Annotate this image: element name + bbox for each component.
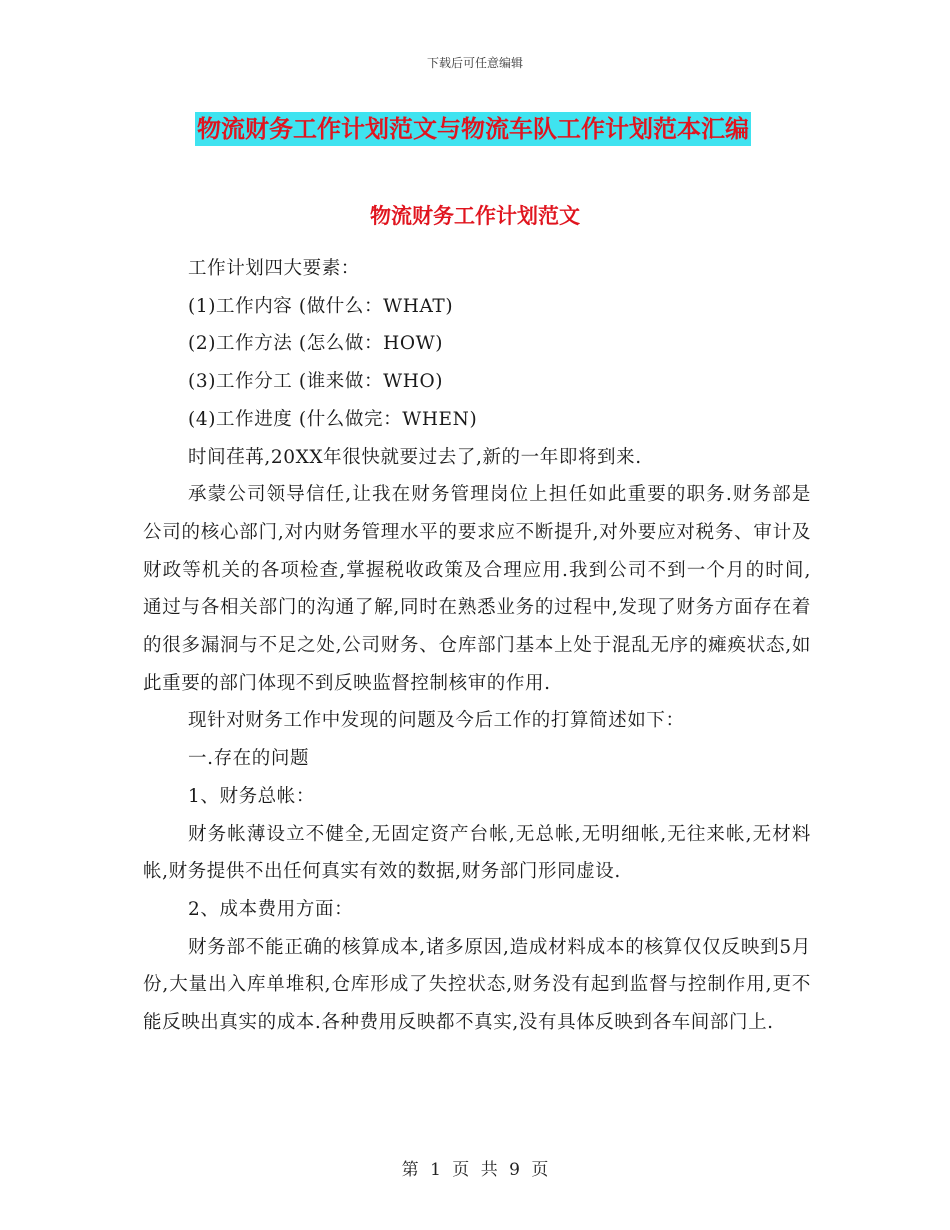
paragraph-section-problems: 一.存在的问题 (188, 748, 310, 770)
paragraph-item-ledger: 1、财务总帐： (188, 785, 315, 807)
header-note: 下载后可任意编辑 (426, 56, 523, 70)
document-main-title: 物流财务工作计划范文与物流车队工作计划范本汇编 (195, 112, 751, 146)
paragraph-cost-detail: 财务部不能正确的核算成本,诸多原因,造成材料成本的核算仅仅反映到5月份,大量出入库单堆积,仓库形成了失控状态,财务没有起到监督与控制作用,更不能反映出真实的成本.各种费用反映都不真实,没有具体反映到各车间部门上. (143, 936, 811, 1034)
page-number-footer: 第 1 页 共 9 页 (401, 1160, 549, 1180)
paragraph-element-1: (1)工作内容 (做什么：WHAT) (188, 295, 454, 317)
document-body (143, 250, 811, 1042)
section-title: 物流财务工作计划范文 (370, 203, 580, 228)
paragraph-element-2: (2)工作方法 (怎么做：HOW) (188, 333, 444, 355)
paragraph-element-3: (3)工作分工 (谁来做：WHO) (188, 371, 444, 393)
paragraph-elements-heading: 工作计划四大要素： (188, 258, 360, 279)
paragraph-ledger-detail: 财务帐薄设立不健全,无固定资产台帐,无总帐,无明细帐,无往来帐,无材料帐,财务提供不出任何真实有效的数据,财务部门形同虚设. (143, 823, 811, 883)
paragraph-intro: 承蒙公司领导信任,让我在财务管理岗位上担任如此重要的职务.财务部是公司的核心部门,对内财务管理水平的要求应不断提升,对外要应对税务、审计及财政等机关的各项检查,掌握税收政策及合理应用.我到公司不到一个月的时间,通过与各相关部门的沟通了解,同时在熟悉业务的过程中,发现了财务方面存在着的很多漏洞与不足之处,公司财务、仓库部门基本上处于混乱无序的瘫痪状态,如此重要的部门体现不到反映监督控制核审的作用. (143, 484, 811, 694)
paragraph-element-4: (4)工作进度 (什么做完：WHEN) (188, 408, 478, 430)
paragraph-summary-lead: 现针对财务工作中发现的问题及今后工作的打算简述如下： (188, 710, 685, 732)
paragraph-item-cost: 2、成本费用方面： (188, 898, 354, 920)
paragraph-time: 时间荏苒,20XX年很快就要过去了,新的一年即将到来. (188, 446, 642, 468)
